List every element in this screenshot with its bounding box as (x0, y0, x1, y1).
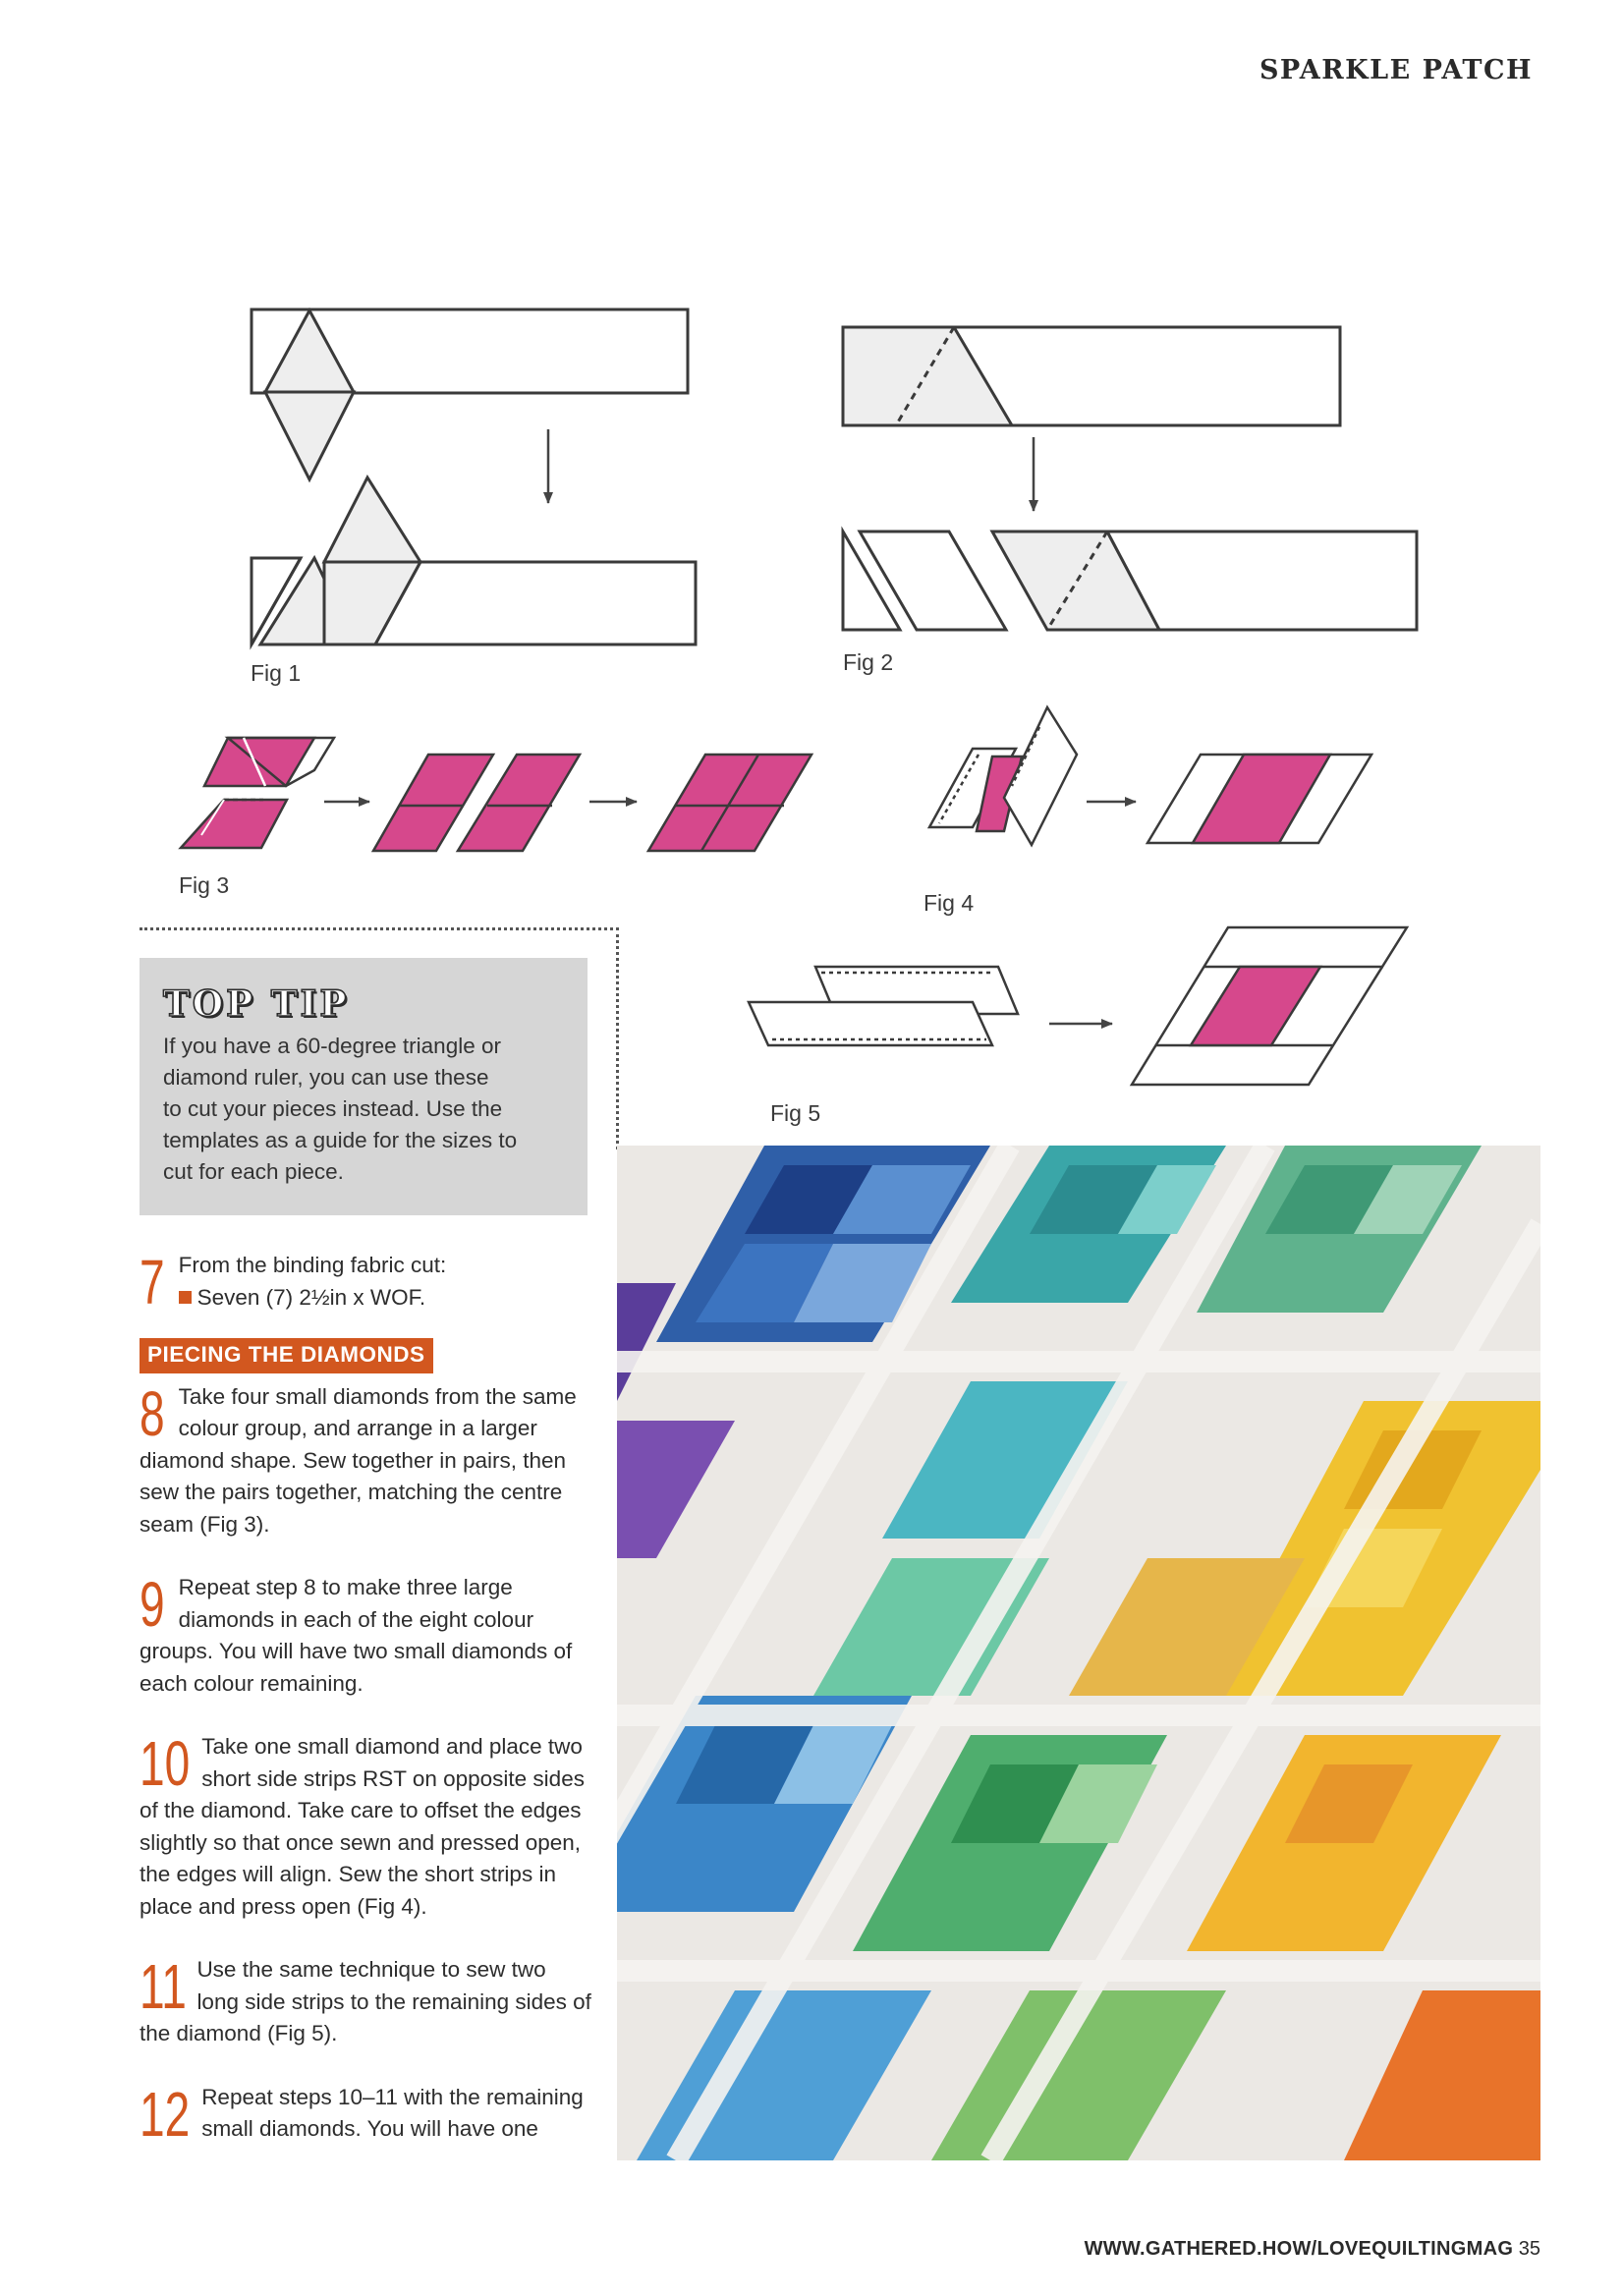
instructions-column (140, 1247, 591, 2177)
step-number: 11 (140, 1951, 187, 2022)
fig4-label: Fig 4 (923, 890, 975, 916)
tip-line: If you have a 60-degree triangle or (163, 1034, 501, 1058)
quilt-image (617, 1146, 1540, 2160)
footer-url: WWW.GATHERED.HOW/LOVEQUILTINGMAG (1084, 2238, 1514, 2260)
step-number: 10 (140, 1728, 191, 1799)
fig5-diagram (749, 927, 1407, 1085)
step-text: Repeat step 8 to make three large diamonds in each of the eight colour groups. You will have two small diamonds of each colour remaining. (140, 1575, 573, 1696)
step-text: Use the same technique to sew two long side strips to the remaining sides of the diamond (Fig 5). (140, 1957, 591, 2045)
fig1-bottom-pieces (252, 477, 696, 644)
step-number: 8 (140, 1377, 165, 1449)
fig4-diagram (929, 707, 1371, 845)
section-heading: PIECING THE DIAMONDS (140, 1338, 433, 1373)
tip-line: templates as a guide for the sizes to (163, 1128, 518, 1152)
top-tip-text (163, 1031, 564, 1188)
step-text: Take one small diamond and place two short side strips RST on opposite sides of the diamond. Take care to offset the edges slightly so that once sewn and pressed open, the edges will align. Sew the short strips in place and press open (Fig 4). (140, 1734, 585, 1919)
fig2-bottom-pieces (843, 532, 1417, 630)
fig3-diagram (181, 738, 812, 851)
step-text: Repeat steps 10–11 with the remaining small diamonds. You will have one (201, 2084, 584, 2141)
step-10 (140, 1728, 591, 1923)
fig3-label: Fig 3 (179, 872, 230, 898)
step-12 (140, 2078, 591, 2150)
step-8 (140, 1377, 591, 1541)
step-bullet: Seven (7) 2½in x WOF. (140, 1282, 591, 1315)
step-number: 12 (140, 2078, 191, 2150)
step-11 (140, 1951, 591, 2050)
step-number: 9 (140, 1569, 165, 1640)
step-text: Take four small diamonds from the same colour group, and arrange in a larger diamond shape. Sew together in pairs, then sew the pairs together, matching the centre seam (Fig 3). (140, 1383, 577, 1537)
page-number: 35 (1518, 2238, 1540, 2260)
section-title: SPARKLE PATCH (1259, 55, 1533, 85)
top-tip-box (140, 958, 588, 1215)
fig2-top-strip (843, 327, 1340, 425)
step-9 (140, 1569, 591, 1700)
step-7 (140, 1247, 591, 1317)
step-text: From the binding fabric cut: (178, 1253, 447, 1277)
tip-line: to cut your pieces instead. Use the (163, 1096, 503, 1121)
tip-line: diamond ruler, you can use these (163, 1065, 489, 1090)
footer (1085, 2238, 1540, 2261)
quilt-photo (617, 1146, 1540, 2160)
fig1-label: Fig 1 (251, 660, 302, 686)
bullet-square-icon (179, 1291, 192, 1304)
fig5-label: Fig 5 (770, 1100, 821, 1126)
fig1-top-strip (252, 309, 688, 479)
top-tip-heading: TOP TIP (163, 983, 350, 1025)
step-number: 7 (140, 1247, 165, 1317)
tip-line: cut for each piece. (163, 1159, 344, 1184)
fig2-label: Fig 2 (843, 649, 894, 675)
